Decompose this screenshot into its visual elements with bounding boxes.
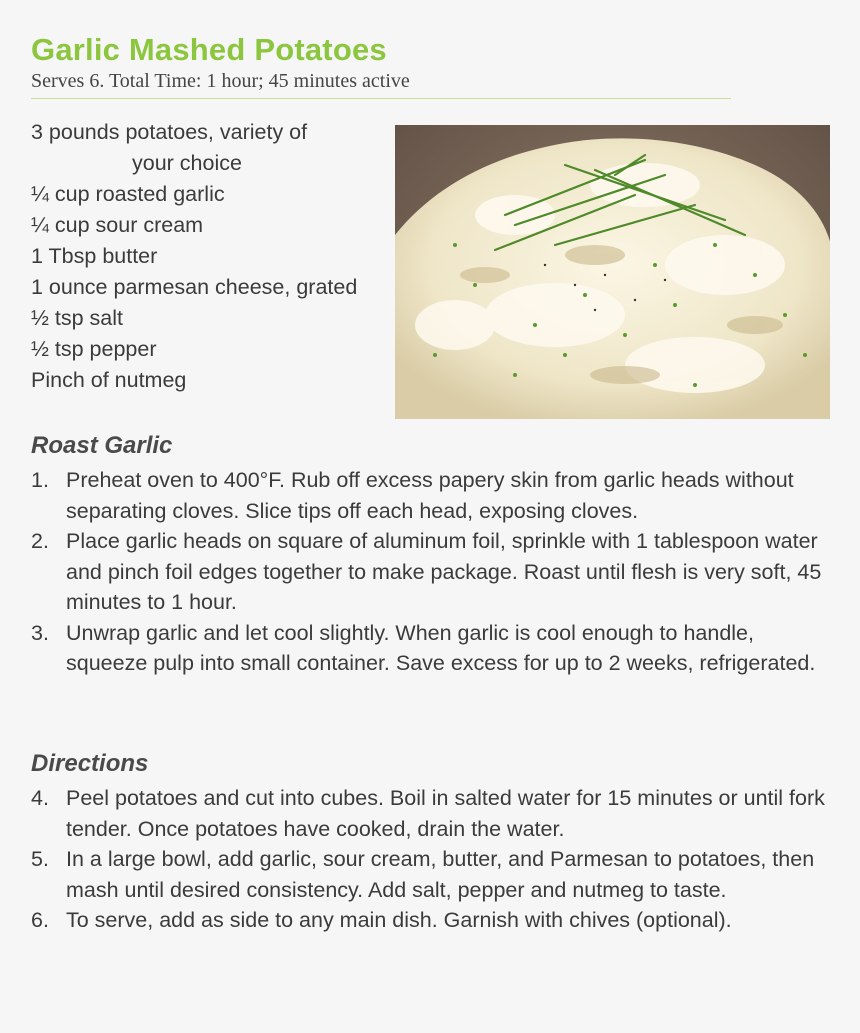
ingredient-item bbox=[31, 179, 391, 210]
step-item bbox=[31, 905, 831, 936]
recipe-title: Garlic Mashed Potatoes bbox=[31, 32, 387, 67]
ingredient-text: 1 Tbsp butter bbox=[31, 244, 158, 268]
ingredient-item bbox=[31, 303, 391, 334]
ingredient-item bbox=[31, 117, 391, 179]
mashed-potatoes-photo bbox=[395, 125, 830, 419]
ingredient-item bbox=[31, 365, 391, 396]
ingredient-item bbox=[31, 210, 391, 241]
ingredient-text: ½ tsp salt bbox=[31, 306, 124, 330]
step-item bbox=[31, 465, 831, 526]
directions-steps bbox=[31, 783, 831, 936]
ingredient-text: ½ tsp pepper bbox=[31, 337, 157, 361]
step-item bbox=[31, 783, 831, 844]
ingredient-text: ¼ cup sour cream bbox=[31, 213, 204, 237]
step-number: 2. bbox=[31, 529, 49, 553]
recipe-subtitle: Serves 6. Total Time: 1 hour; 45 minutes active bbox=[31, 70, 410, 92]
title-divider bbox=[31, 98, 731, 99]
step-text: Place garlic heads on square of aluminum foil, sprinkle with 1 tablespoon water and pinch foil edges together to make package. Roast until flesh is very soft, 45 minutes to 1 hour. bbox=[66, 529, 822, 614]
step-number: 4. bbox=[31, 786, 49, 810]
step-item bbox=[31, 526, 831, 618]
step-item bbox=[31, 844, 831, 905]
step-text: In a large bowl, add garlic, sour cream, butter, and Parmesan to potatoes, then mash until desired consistency. Add salt, pepper and nutmeg to taste. bbox=[66, 847, 815, 902]
ingredient-list bbox=[31, 117, 391, 396]
ingredient-text: ¼ cup roasted garlic bbox=[31, 182, 225, 206]
step-text: Peel potatoes and cut into cubes. Boil in salted water for 15 minutes or until fork tender. Once potatoes have cooked, drain the water. bbox=[66, 786, 825, 841]
step-text: To serve, add as side to any main dish. Garnish with chives (optional). bbox=[66, 908, 732, 932]
step-number: 6. bbox=[31, 908, 49, 932]
ingredient-item bbox=[31, 334, 391, 365]
ingredient-text: 3 pounds potatoes, variety of bbox=[31, 120, 308, 144]
step-item bbox=[31, 618, 831, 679]
ingredient-text: 1 ounce parmesan cheese, grated bbox=[31, 275, 358, 299]
roast-garlic-steps bbox=[31, 465, 831, 679]
ingredient-text-continued: your choice bbox=[132, 151, 242, 175]
roast-garlic-heading: Roast Garlic bbox=[31, 432, 173, 459]
ingredient-item bbox=[31, 241, 391, 272]
step-number: 5. bbox=[31, 847, 49, 871]
ingredient-text: Pinch of nutmeg bbox=[31, 368, 187, 392]
directions-heading: Directions bbox=[31, 750, 149, 777]
step-number: 1. bbox=[31, 468, 49, 492]
step-number: 3. bbox=[31, 620, 49, 645]
ingredient-item bbox=[31, 272, 391, 303]
step-text: Preheat oven to 400°F. Rub off excess papery skin from garlic heads without separating cloves. Slice tips off each head, exposing cloves. bbox=[66, 468, 794, 523]
step-text: Unwrap garlic and let cool slightly. When garlic is cool enough to handle, squeeze pulp into small container. Save excess for up to 2 weeks, refrigerated. bbox=[66, 620, 816, 675]
